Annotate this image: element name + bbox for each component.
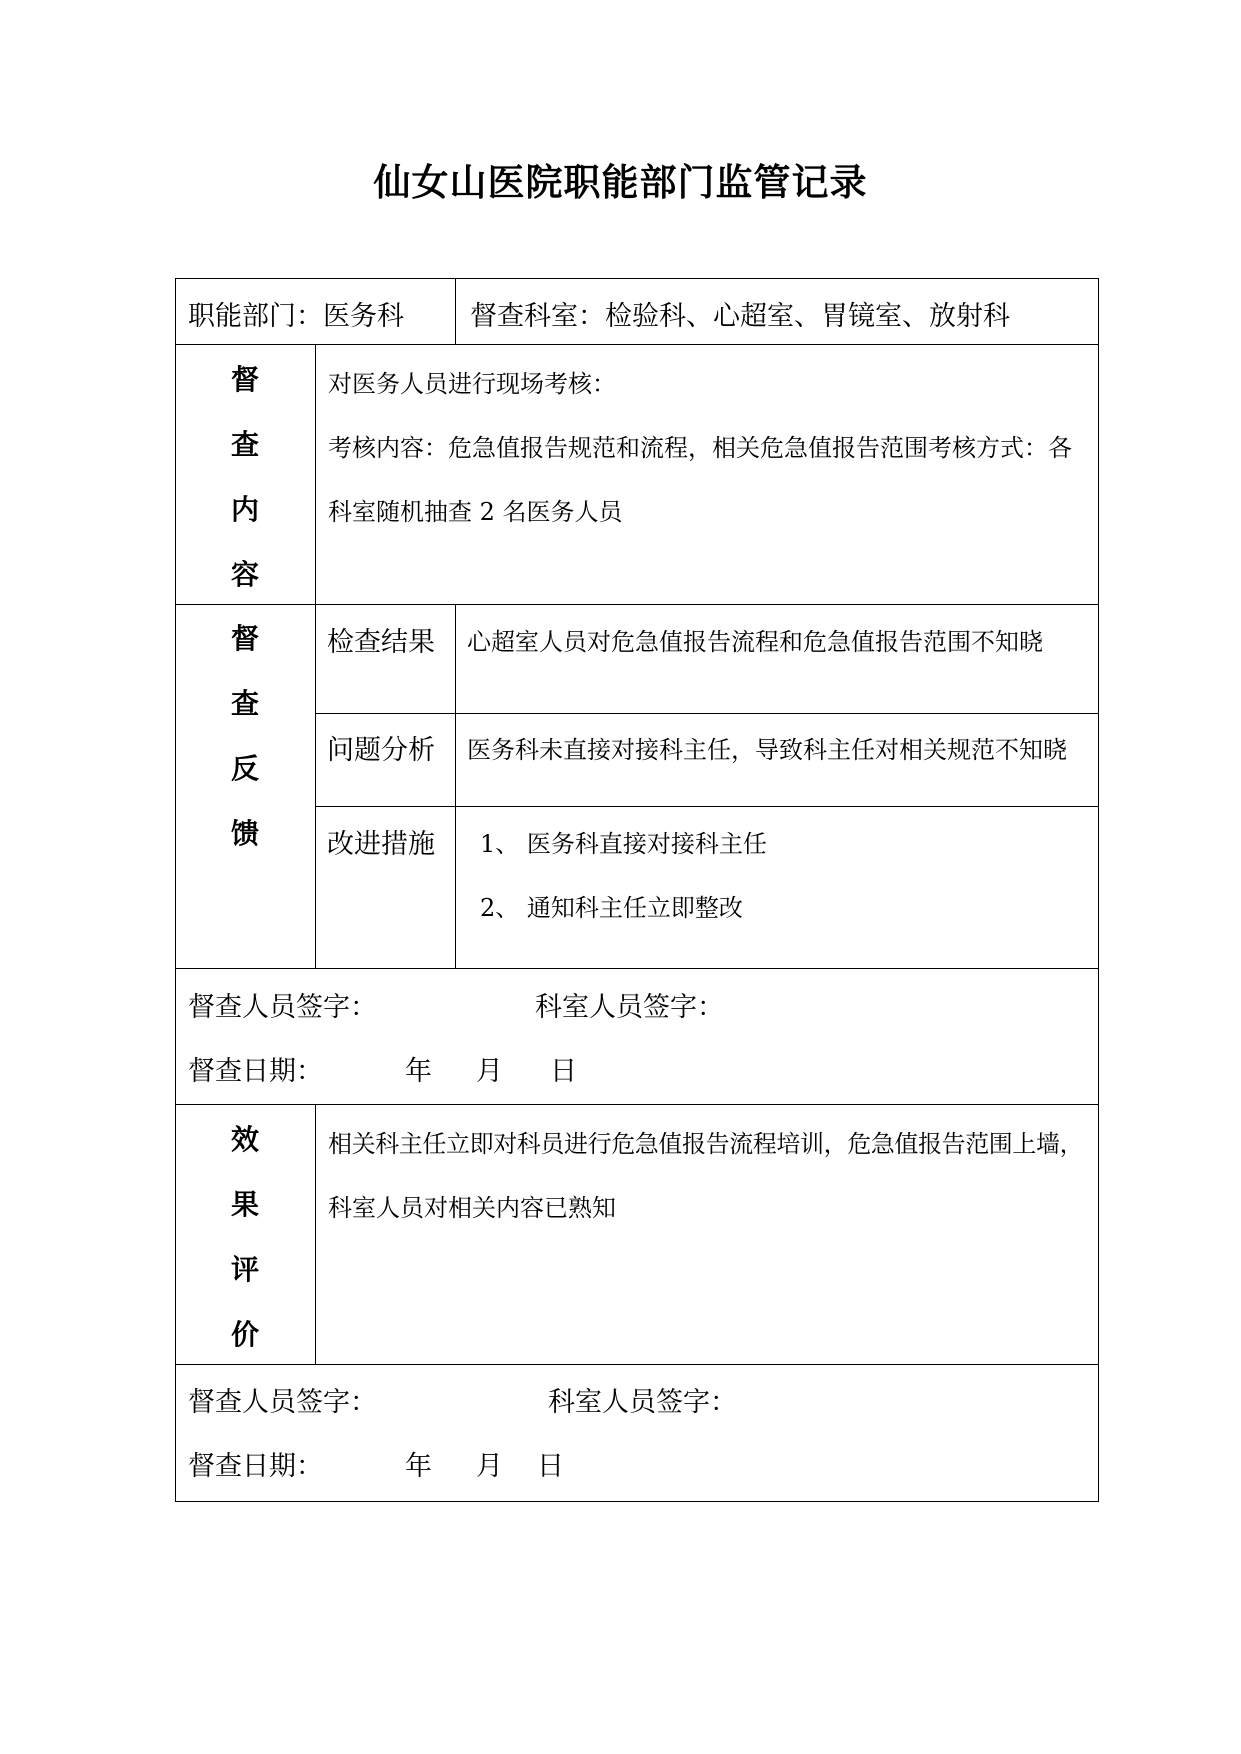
date-day: 日 xyxy=(537,1451,564,1482)
label-char: 果 xyxy=(230,1188,259,1221)
dept-staff-signature-label: 科室人员签字： xyxy=(548,1387,737,1418)
label-char: 反 xyxy=(230,752,259,785)
divider xyxy=(175,1104,1098,1105)
inspected-departments-field: 督查科室：检验科、心超室、胃镜室、放射科 xyxy=(470,301,1010,332)
label-char: 督 xyxy=(230,622,259,655)
divider xyxy=(455,604,456,968)
problem-analysis-label: 问题分析 xyxy=(327,735,435,766)
label-char: 内 xyxy=(230,493,259,526)
improvement-item: 2、 通知科主任立即整改 xyxy=(480,894,743,922)
label-char: 评 xyxy=(230,1253,259,1286)
department-field: 职能部门：医务科 xyxy=(188,301,404,332)
label-char: 容 xyxy=(230,558,259,591)
label-char: 查 xyxy=(230,687,259,720)
content-line: 考核内容：危急值报告规范和流程，相关危急值报告范围考核方式：各 xyxy=(328,434,1072,462)
label-char: 效 xyxy=(230,1123,259,1156)
date-day: 日 xyxy=(550,1056,577,1087)
content-line: 对医务人员进行现场考核： xyxy=(328,370,616,398)
divider xyxy=(315,1104,316,1364)
evaluation-line: 相关科主任立即对科员进行危急值报告流程培训，危急值报告范围上墙， xyxy=(328,1130,1084,1158)
inspector-signature-label: 督查人员签字： xyxy=(188,1387,377,1418)
divider xyxy=(315,806,1098,807)
date-year: 年 xyxy=(405,1451,432,1482)
divider xyxy=(315,344,316,968)
date-year: 年 xyxy=(405,1056,432,1087)
divider xyxy=(175,1364,1098,1365)
dept-staff-signature-label: 科室人员签字： xyxy=(535,992,724,1023)
evaluation-line: 科室人员对相关内容已熟知 xyxy=(328,1194,616,1222)
check-result-label: 检查结果 xyxy=(327,627,435,658)
label-char: 价 xyxy=(230,1318,259,1351)
label-char: 查 xyxy=(230,428,259,461)
improvement-item: 1、 医务科直接对接科主任 xyxy=(480,830,767,858)
content-line: 科室随机抽查 2 名医务人员 xyxy=(328,498,623,526)
table-border-bottom xyxy=(175,1501,1098,1502)
check-result-text: 心超室人员对危急值报告流程和危急值报告范围不知晓 xyxy=(467,628,1043,656)
divider xyxy=(175,968,1098,969)
divider xyxy=(455,278,456,344)
improvement-label: 改进措施 xyxy=(327,829,435,860)
date-month: 月 xyxy=(476,1056,503,1087)
divider xyxy=(175,604,1098,605)
inspector-signature-label: 督查人员签字： xyxy=(188,992,377,1023)
date-month: 月 xyxy=(476,1451,503,1482)
inspection-date-label: 督查日期： xyxy=(188,1451,323,1482)
divider xyxy=(175,344,1098,345)
page-title: 仙女山医院职能部门监管记录 xyxy=(373,161,868,204)
table-border-right xyxy=(1098,278,1099,1502)
label-char: 馈 xyxy=(230,817,259,850)
divider xyxy=(315,713,1098,714)
problem-analysis-text: 医务科未直接对接科主任，导致科主任对相关规范不知晓 xyxy=(467,736,1067,764)
inspection-date-label: 督查日期： xyxy=(188,1056,323,1087)
table-border-left xyxy=(175,278,176,1502)
table-border-top xyxy=(175,278,1098,279)
label-char: 督 xyxy=(230,363,259,396)
